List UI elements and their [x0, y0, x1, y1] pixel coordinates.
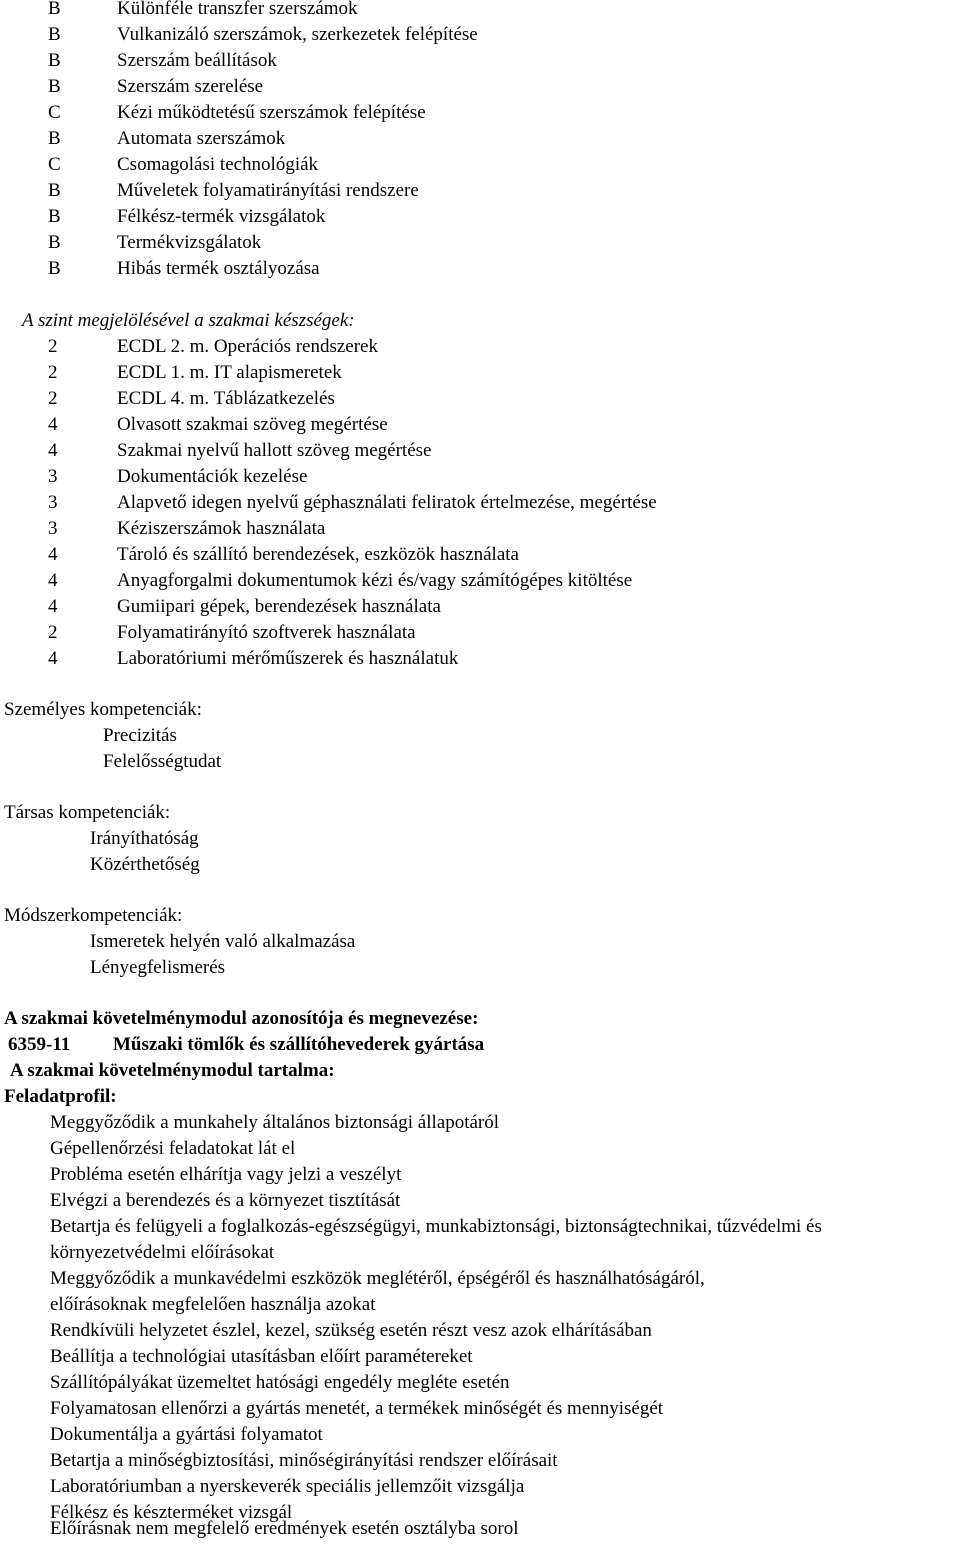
- item-text: Kézi működtetésű szerszámok felépítése: [117, 102, 426, 123]
- list-item: Gépellenőrzési feladatokat lát el: [50, 1138, 296, 1159]
- item-text: ECDL 4. m. Táblázatkezelés: [117, 388, 335, 409]
- task-profile-heading: Feladatprofil:: [4, 1086, 117, 1107]
- level-number: 2: [48, 622, 58, 643]
- level-badge: B: [48, 180, 61, 201]
- personal-competencies-heading: Személyes kompetenciák:: [4, 699, 202, 720]
- list-item: Felelősségtudat: [103, 751, 222, 772]
- method-competencies-heading: Módszerkompetenciák:: [4, 905, 183, 926]
- item-text: Hibás termék osztályozása: [117, 258, 320, 279]
- list-item: Betartja a minőségbiztosítási, minőségirányítási rendszer előírásait: [50, 1450, 558, 1471]
- level-badge: B: [48, 50, 61, 71]
- level-badge: C: [48, 102, 61, 123]
- list-item: Folyamatosan ellenőrzi a gyártás menetét, a termékek minőségét és mennyiségét: [50, 1398, 664, 1419]
- level-badge: B: [48, 258, 61, 279]
- item-text: Tároló és szállító berendezések, eszközök használata: [117, 544, 519, 565]
- item-text: Dokumentációk kezelése: [117, 466, 308, 487]
- item-text: Szerszám szerelése: [117, 76, 264, 97]
- level-number: 2: [48, 336, 58, 357]
- list-item: Dokumentálja a gyártási folyamatot: [50, 1424, 323, 1445]
- level-number: 4: [48, 570, 58, 591]
- item-text: Csomagolási technológiák: [117, 154, 319, 175]
- list-item: Közérthetőség: [90, 854, 200, 875]
- level-badge: B: [48, 0, 61, 19]
- level-badge: C: [48, 154, 61, 175]
- list-item: Betartja és felügyeli a foglalkozás-egészségügyi, munkabiztonsági, biztonságtechnikai, tűzvédelmi és: [50, 1216, 822, 1237]
- item-text: ECDL 1. m. IT alapismeretek: [117, 362, 342, 383]
- item-text: Szakmai nyelvű hallott szöveg megértése: [117, 440, 432, 461]
- level-number: 4: [48, 596, 58, 617]
- item-text: Alapvető idegen nyelvű géphasználati feliratok értelmezése, megértése: [117, 492, 657, 513]
- level-badge: B: [48, 206, 61, 227]
- item-text: Szerszám beállítások: [117, 50, 277, 71]
- item-text: Gumiipari gépek, berendezések használata: [117, 596, 441, 617]
- list-item: előírásoknak megfelelően használja azokat: [50, 1294, 376, 1315]
- level-number: 4: [48, 648, 58, 669]
- level-number: 4: [48, 544, 58, 565]
- list-item: Meggyőződik a munkavédelmi eszközök meglétéről, épségéről és használhatóságáról,: [50, 1268, 705, 1289]
- level-badge: B: [48, 128, 61, 149]
- list-item: Lényegfelismerés: [90, 957, 226, 978]
- list-item: Meggyőződik a munkahely általános biztonsági állapotáról: [50, 1112, 500, 1133]
- skills-heading: A szint megjelölésével a szakmai készségek:: [22, 310, 355, 331]
- module-id-heading: A szakmai követelménymodul azonosítója és megnevezése:: [4, 1008, 479, 1029]
- list-item: Irányíthatóság: [90, 828, 199, 849]
- level-number: 4: [48, 414, 58, 435]
- list-item: Probléma esetén elhárítja vagy jelzi a veszélyt: [50, 1164, 402, 1185]
- level-number: 2: [48, 388, 58, 409]
- level-badge: B: [48, 232, 61, 253]
- item-text: Termékvizsgálatok: [117, 232, 262, 253]
- item-text: Anyagforgalmi dokumentumok kézi és/vagy számítógépes kitöltése: [117, 570, 633, 591]
- item-text: Vulkanizáló szerszámok, szerkezetek felépítése: [117, 24, 478, 45]
- list-item: Laboratóriumban a nyerskeverék speciális jellemzőit vizsgálja: [50, 1476, 525, 1497]
- level-badge: B: [48, 24, 61, 45]
- module-content-heading: A szakmai követelménymodul tartalma:: [10, 1060, 335, 1081]
- list-item: Elvégzi a berendezés és a környezet tisztítását: [50, 1190, 401, 1211]
- list-item: Előírásnak nem megfelelő eredmények esetén osztályba sorol: [50, 1518, 519, 1539]
- list-item: Ismeretek helyén való alkalmazása: [90, 931, 356, 952]
- list-item: Szállítópályákat üzemeltet hatósági engedély megléte esetén: [50, 1372, 510, 1393]
- item-text: Műveletek folyamatirányítási rendszere: [117, 180, 419, 201]
- list-item: Rendkívüli helyzetet észlel, kezel, szükség esetén részt vesz azok elhárításában: [50, 1320, 652, 1341]
- level-number: 4: [48, 440, 58, 461]
- level-badge: B: [48, 76, 61, 97]
- list-item: környezetvédelmi előírásokat: [50, 1242, 275, 1263]
- item-text: Folyamatirányító szoftverek használata: [117, 622, 416, 643]
- level-number: 3: [48, 466, 58, 487]
- list-item: Beállítja a technológiai utasításban előírt paramétereket: [50, 1346, 473, 1367]
- item-text: Laboratóriumi mérőműszerek és használatuk: [117, 648, 459, 669]
- social-competencies-heading: Társas kompetenciák:: [4, 802, 171, 823]
- level-number: 2: [48, 362, 58, 383]
- item-text: Kéziszerszámok használata: [117, 518, 326, 539]
- item-text: Automata szerszámok: [117, 128, 286, 149]
- list-item: Félkész és készterméket vizsgál: [50, 1502, 293, 1523]
- module-name: Műszaki tömlők és szállítóhevederek gyártása: [113, 1034, 485, 1055]
- module-code: 6359-11: [8, 1034, 71, 1055]
- level-number: 3: [48, 492, 58, 513]
- item-text: Olvasott szakmai szöveg megértése: [117, 414, 388, 435]
- item-text: Különféle transzfer szerszámok: [117, 0, 358, 19]
- list-item: Precizitás: [103, 725, 177, 746]
- level-number: 3: [48, 518, 58, 539]
- item-text: ECDL 2. m. Operációs rendszerek: [117, 336, 378, 357]
- item-text: Félkész-termék vizsgálatok: [117, 206, 326, 227]
